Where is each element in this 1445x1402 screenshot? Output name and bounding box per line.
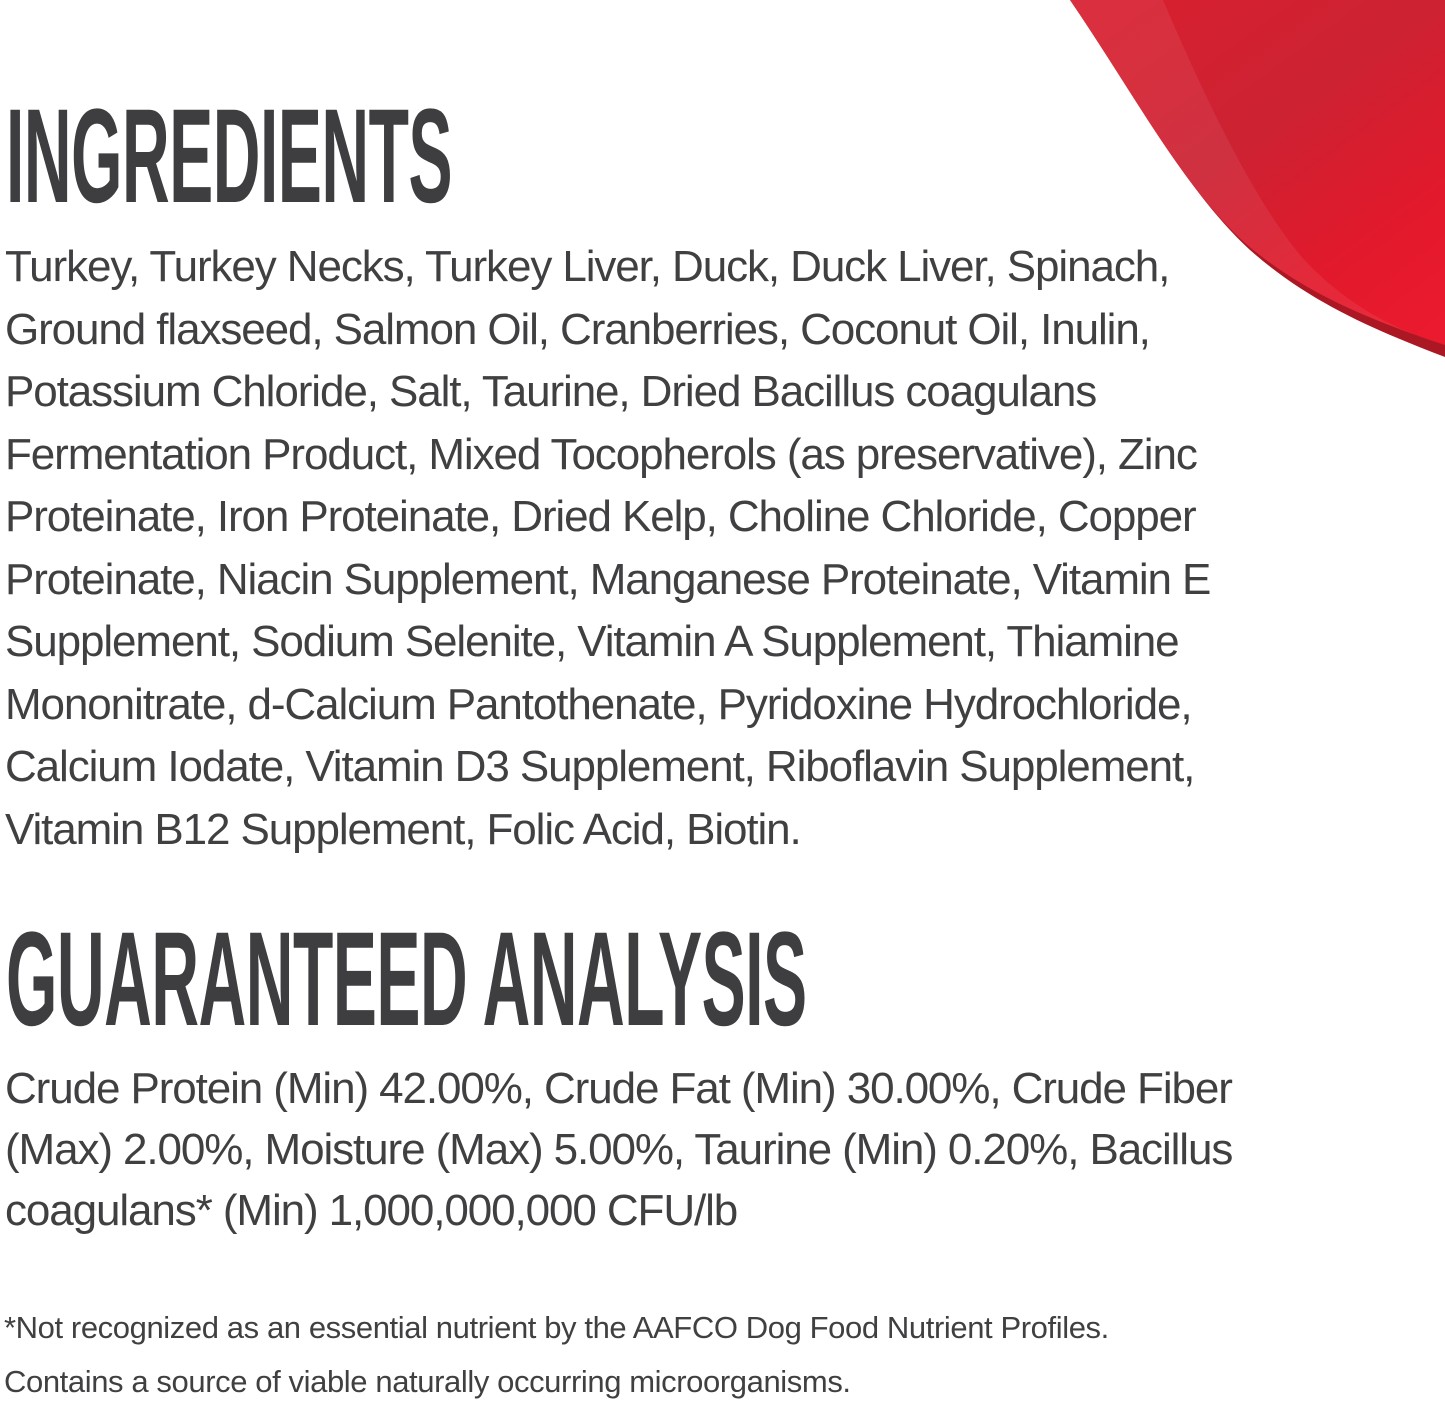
- ingredients-line: Vitamin B12 Supplement, Folic Acid, Biotin.: [5, 804, 801, 854]
- ingredients-line: Proteinate, Iron Proteinate, Dried Kelp, Choline Chloride, Copper: [5, 492, 1196, 541]
- ingredients-line: Turkey, Turkey Necks, Turkey Liver, Duck, Duck Liver, Spinach,: [5, 242, 1170, 291]
- guaranteed-analysis-heading: GUARANTEED ANALYSIS: [6, 905, 807, 1054]
- ingredients-paragraph: [5, 236, 1210, 861]
- analysis-line: coagulans* (Min) 1,000,000,000 CFU/lb: [5, 1186, 738, 1235]
- aafco-footnote: *Not recognized as an essential nutrient by the AAFCO Dog Food Nutrient Profiles.: [4, 1310, 1109, 1345]
- ingredients-line: Ground flaxseed, Salmon Oil, Cranberries, Coconut Oil, Inulin,: [5, 304, 1150, 354]
- ingredients-line: Supplement, Sodium Selenite, Vitamin A Supplement, Thiamine: [5, 617, 1179, 666]
- ingredients-heading: INGREDIENTS: [6, 82, 453, 231]
- guaranteed-analysis-paragraph: [5, 1058, 1232, 1241]
- analysis-line: Crude Protein (Min) 42.00%, Crude Fat (Min) 30.00%, Crude Fiber: [5, 1064, 1232, 1113]
- ingredients-line: Calcium Iodate, Vitamin D3 Supplement, Riboflavin Supplement,: [5, 742, 1195, 791]
- ingredients-line: Proteinate, Niacin Supplement, Manganese Proteinate, Vitamin E: [5, 554, 1211, 604]
- ingredients-line: Mononitrate, d-Calcium Pantothenate, Pyridoxine Hydrochloride,: [5, 679, 1192, 729]
- analysis-line: (Max) 2.00%, Moisture (Max) 5.00%, Taurine (Min) 0.20%, Bacillus: [5, 1125, 1233, 1174]
- microorganisms-footnote: Contains a source of viable naturally occurring microorganisms.: [4, 1364, 851, 1399]
- ingredients-line: Fermentation Product, Mixed Tocopherols (as preservative), Zinc: [5, 429, 1197, 479]
- ingredients-line: Potassium Chloride, Salt, Taurine, Dried Bacillus coagulans: [5, 367, 1097, 416]
